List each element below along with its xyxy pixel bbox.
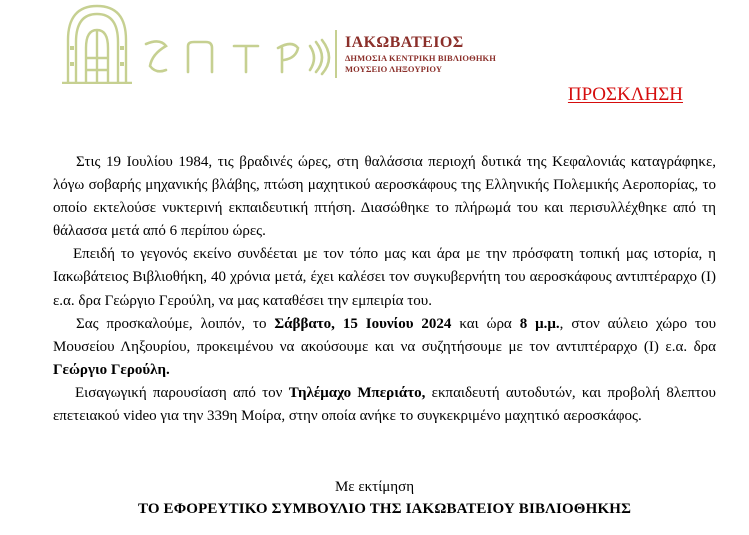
- closing-salutation: Με εκτίμηση: [334, 479, 415, 495]
- speaker-name: Γεώργιο Γερούλη.: [53, 361, 170, 378]
- signature-board: ΤΟ ΕΦΟΡΕΥΤΙΚΟ ΣΥΜΒΟΥΛΙΟ ΤΗΣ ΙΑΚΩΒΑΤΕΙΟΥ ΒΙΒΛΙΟΘΗΚΗΣ: [137, 501, 632, 517]
- brand-name: ΙΑΚΩΒΑΤΕΙΟΣ: [345, 34, 464, 51]
- decorative-glyphs-icon: [142, 38, 332, 78]
- invitation-body: [53, 151, 716, 428]
- document-title: ΠΡΟΣΚΛΗΣΗ: [567, 84, 683, 105]
- brand-divider: [335, 30, 337, 78]
- paragraph-presentation: [53, 382, 716, 428]
- event-date: Σάββατο, 15 Ιουνίου 2024: [274, 315, 452, 332]
- library-brand: [335, 0, 525, 84]
- paragraph-incident: Στις 19 Ιουλίου 1984, τις βραδινές ώρες, στη θαλάσσια περιοχή δυτικά της Κεφαλονιάς καταγράφηκε, λόγω σοβαρής μηχανικής βλάβης, πτώση μαχητικού αεροσκάφους της Ελληνικής Πολεμικής Αεροπορίας, το οποίο εκτελούσε νυκτερινή εκπαιδευτική πτήση. Διασώθηκε το πλήρωμά του και περισυλλέχθηκε από τη θάλασσα μετά από 6 περίπου ώρες.: [53, 154, 716, 240]
- text-segment: Σας προσκαλούμε, λοιπόν, το: [76, 315, 275, 332]
- text-segment: , στον αύλειο χώρο του Μουσείου Ληξουρίου, προκειμένου να ακούσουμε και να συζητήσουμε με τον αντιπτέραρχο (Ι) ε.α. δρα: [53, 315, 717, 355]
- library-building-logo-icon: [62, 0, 132, 84]
- text-segment: Εισαγωγική παρουσίαση από τον: [75, 384, 289, 401]
- paragraph-event: [53, 313, 716, 382]
- event-time: 8 μ.μ.: [519, 315, 560, 332]
- brand-subtitle-library: ΔΗΜΟΣΙΑ ΚΕΝΤΡΙΚΗ ΒΙΒΛΙΟΘΗΚΗ: [345, 53, 496, 63]
- paragraph-context: Επειδή το γεγονός εκείνο συνδέεται με τον τόπο μας και άρα με την πρόσφατη τοπική μας ιστορία, η Ιακωβάτειος Βιβλιοθήκη, 40 χρόνια μετά, έχει καλέσει τον συγκυβερνήτη του αεροσκάφους αντιπτέραρχο (Ι) ε.α. δρα Γεώργιο Γερούλη, να μας καταθέσει την εμπειρία του.: [53, 246, 716, 309]
- brand-subtitle-museum: ΜΟΥΣΕΙΟ ΛΗΞΟΥΡΙΟΥ: [345, 64, 443, 74]
- letterhead: [62, 0, 496, 84]
- text-segment: εκπαιδευτή αυτοδυτών, και προβολή 8λεπτου επετειακού video για την 339η Μοίρα, στην οποία ανήκε το συγκεκριμένο μαχητικό αεροσκάφος.: [53, 384, 716, 425]
- text-segment: και ώρα: [451, 315, 520, 332]
- presenter-name: Τηλέμαχο Μπεριάτο,: [288, 384, 426, 401]
